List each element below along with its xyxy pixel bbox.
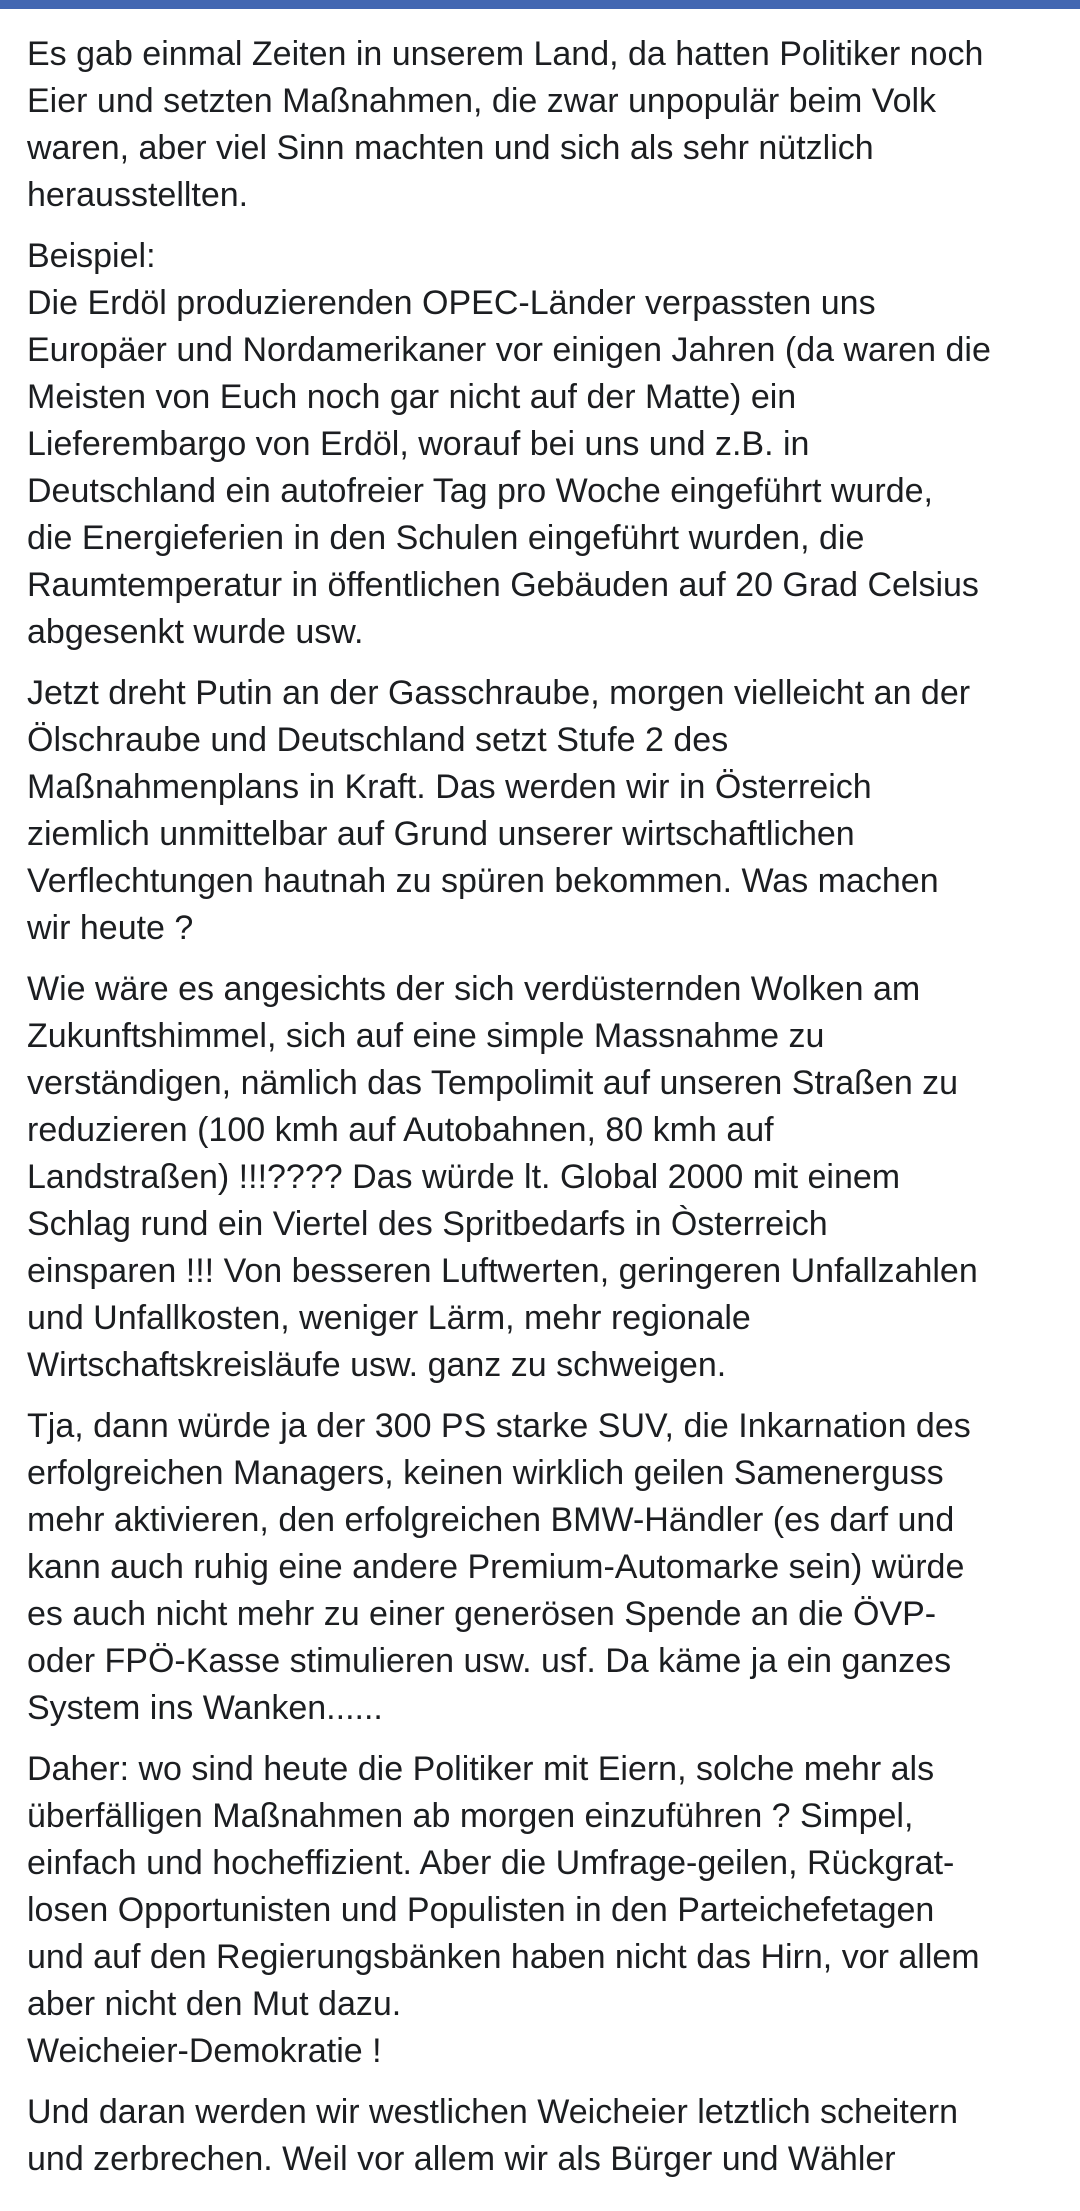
post-paragraph: Jetzt dreht Putin an der Gasschraube, morgen vielleicht an der Ölschraube und Deutschland setzt Stufe 2 des Maßnahmenplans in Kraft. Das werden wir in Österreich ziemlich unmittelbar auf Grund unserer wirtschaftlichen Verflechtungen hautnah zu spüren bekommen. Was machen wir heute ? <box>27 674 971 947</box>
post-paragraph: Daher: wo sind heute die Politiker mit Eiern, solche mehr als überfälligen Maßnahmen ab morgen einzuführen ? Simpel, einfach und hocheffizient. Aber die Umfrage-geilen, Rückgrat- losen Opportunisten und Populisten in den Parteichefetagen und auf den Regierungsbänken haben nicht das Hirn, vor allem aber nicht den Mut dazu. Weicheier-Demokratie ! <box>27 1750 980 2070</box>
post-paragraph: Es gab einmal Zeiten in unserem Land, da hatten Politiker noch Eier und setzten Maßnahmen, die zwar unpopulär beim Volk waren, aber viel Sinn machten und sich als sehr nützlich herausstellten. <box>27 35 984 214</box>
top-accent-bar <box>0 0 1080 9</box>
post-text <box>0 9 1080 2183</box>
post-paragraph: Wie wäre es angesichts der sich verdüsternden Wolken am Zukunftshimmel, sich auf eine simple Massnahme zu verständigen, nämlich das Tempolimit auf unseren Straßen zu reduzieren (100 kmh auf Autobahnen, 80 kmh auf Landstraßen) !!!???? Das würde lt. Global 2000 mit einem Schlag rund ein Viertel des Spritbedarfs in Òsterreich einsparen !!! Von besseren Luftwerten, geringeren Unfallzahlen und Unfallkosten, weniger Lärm, mehr regionale Wirtschaftskreisläufe usw. ganz zu schweigen. <box>27 970 978 1384</box>
post-paragraph: Tja, dann würde ja der 300 PS starke SUV, die Inkarnation des erfolgreichen Managers, keinen wirklich geilen Samenerguss mehr aktivieren, den erfolgreichen BMW-Händler (es darf und kann auch ruhig eine andere Premium-Automarke sein) würde es auch nicht mehr zu einer generösen Spende an die ÖVP- oder FPÖ-Kasse stimulieren usw. usf. Da käme ja ein ganzes System ins Wanken...... <box>27 1407 971 1727</box>
post-paragraph: Und daran werden wir westlichen Weicheier letztlich scheitern und zerbrechen. Weil vor allem wir als Bürger und Wähler <box>27 2093 959 2178</box>
post-paragraph: Beispiel: Die Erdöl produzierenden OPEC-Länder verpassten uns Europäer und Nordamerikaner vor einigen Jahren (da waren die Meisten von Euch noch gar nicht auf der Matte) ein Lieferembargo von Erdöl, worauf bei uns und z.B. in Deutschland ein autofreier Tag pro Woche eingeführt wurde, die Energieferien in den Schulen eingeführt wurden, die Raumtemperatur in öffentlichen Gebäuden auf 20 Grad Celsius abgesenkt wurde usw. <box>27 237 991 651</box>
